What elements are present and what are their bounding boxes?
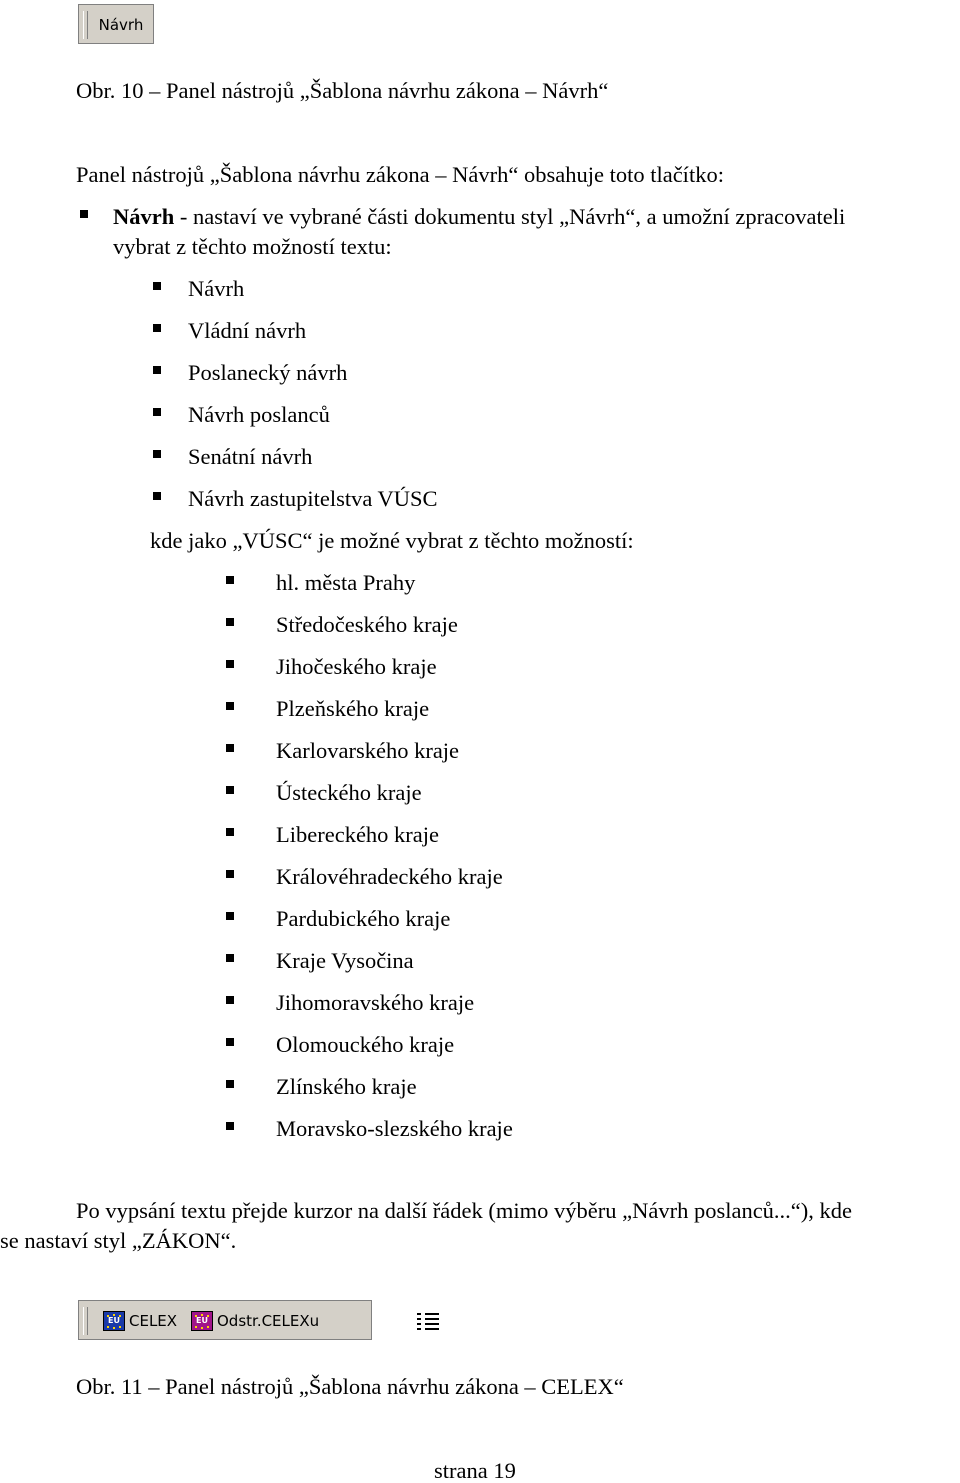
figure-10-caption: Obr. 10 – Panel nástrojů „Šablona návrhu zákona – Návrh“ (76, 78, 609, 103)
toolbar-grip[interactable] (83, 1307, 88, 1335)
list-icon[interactable] (417, 1311, 441, 1331)
bullet-icon (226, 954, 234, 962)
region-item: Karlovarského kraje (276, 738, 460, 763)
bullet-icon (153, 366, 161, 374)
bullet-icon (153, 282, 161, 290)
bullet-icon (226, 1122, 234, 1130)
bullet-icon (226, 828, 234, 836)
main-item-rest: - nastaví ve vybrané části dokumentu styl „Návrh“, a umožní zpracovateli (174, 204, 846, 229)
toolbar-grip[interactable] (83, 11, 88, 39)
eu-flag-icon: EU (103, 1311, 125, 1331)
bullet-icon (226, 618, 234, 626)
main-item-line2: vybrat z těchto možností textu: (113, 234, 392, 259)
region-item: Kraje Vysočina (276, 948, 414, 973)
option-item: Poslanecký návrh (188, 360, 348, 385)
option-item: Senátní návrh (188, 444, 313, 469)
bullet-icon (153, 324, 161, 332)
bullet-icon (226, 744, 234, 752)
bullet-icon (226, 1080, 234, 1088)
celex-button[interactable]: CELEX (129, 1312, 178, 1330)
region-item: Olomouckého kraje (276, 1032, 455, 1057)
bullet-icon (153, 492, 161, 500)
region-item: Středočeského kraje (276, 612, 458, 637)
region-item: Libereckého kraje (276, 822, 440, 847)
bullet-icon (226, 1038, 234, 1046)
region-item: Jihomoravského kraje (276, 990, 475, 1015)
bullet-icon (226, 576, 234, 584)
option-item: Návrh zastupitelstva VÚSC (188, 486, 438, 511)
region-item: Ústeckého kraje (276, 780, 422, 805)
option-item: Vládní návrh (188, 318, 307, 343)
toolbar-navrh (78, 4, 154, 44)
bullet-icon (226, 912, 234, 920)
bullet-icon (226, 702, 234, 710)
bullet-icon (226, 660, 234, 668)
bullet-icon (80, 210, 88, 218)
option-item: Návrh (188, 276, 245, 301)
bullet-icon (153, 408, 161, 416)
region-item: Moravsko-slezského kraje (276, 1116, 513, 1141)
eu-flag-remove-icon: EU (191, 1311, 213, 1331)
region-item: Jihočeského kraje (276, 654, 437, 679)
region-item: Zlínského kraje (276, 1074, 417, 1099)
bullet-icon (226, 870, 234, 878)
page-number: strana 19 (434, 1458, 516, 1483)
region-item: Královéhradeckého kraje (276, 864, 503, 889)
after-text-line2: se nastaví styl „ZÁKON“. (0, 1228, 237, 1253)
toolbar-celex (78, 1300, 372, 1340)
after-text-line1: Po vypsání textu přejde kurzor na další řádek (mimo výběru „Návrh poslanců...“), kde (76, 1198, 853, 1223)
remove-celex-button[interactable]: Odstr.CELEXu (217, 1312, 320, 1330)
bullet-icon (153, 450, 161, 458)
vusc-intro: kde jako „VÚSC“ je možné vybrat z těchto možností: (150, 528, 634, 553)
region-item: Pardubického kraje (276, 906, 451, 931)
navrh-button[interactable]: Návrh (98, 16, 144, 34)
region-item: Plzeňského kraje (276, 696, 430, 721)
main-item-line1 (113, 206, 845, 229)
option-item: Návrh poslanců (188, 402, 330, 427)
bullet-icon (226, 786, 234, 794)
main-item-term: Návrh (113, 204, 175, 229)
bullet-icon (226, 996, 234, 1004)
figure-11-caption: Obr. 11 – Panel nástrojů „Šablona návrhu zákona – CELEX“ (76, 1374, 624, 1399)
intro-paragraph: Panel nástrojů „Šablona návrhu zákona – Návrh“ obsahuje toto tlačítko: (76, 162, 724, 187)
region-item: hl. města Prahy (276, 570, 416, 595)
